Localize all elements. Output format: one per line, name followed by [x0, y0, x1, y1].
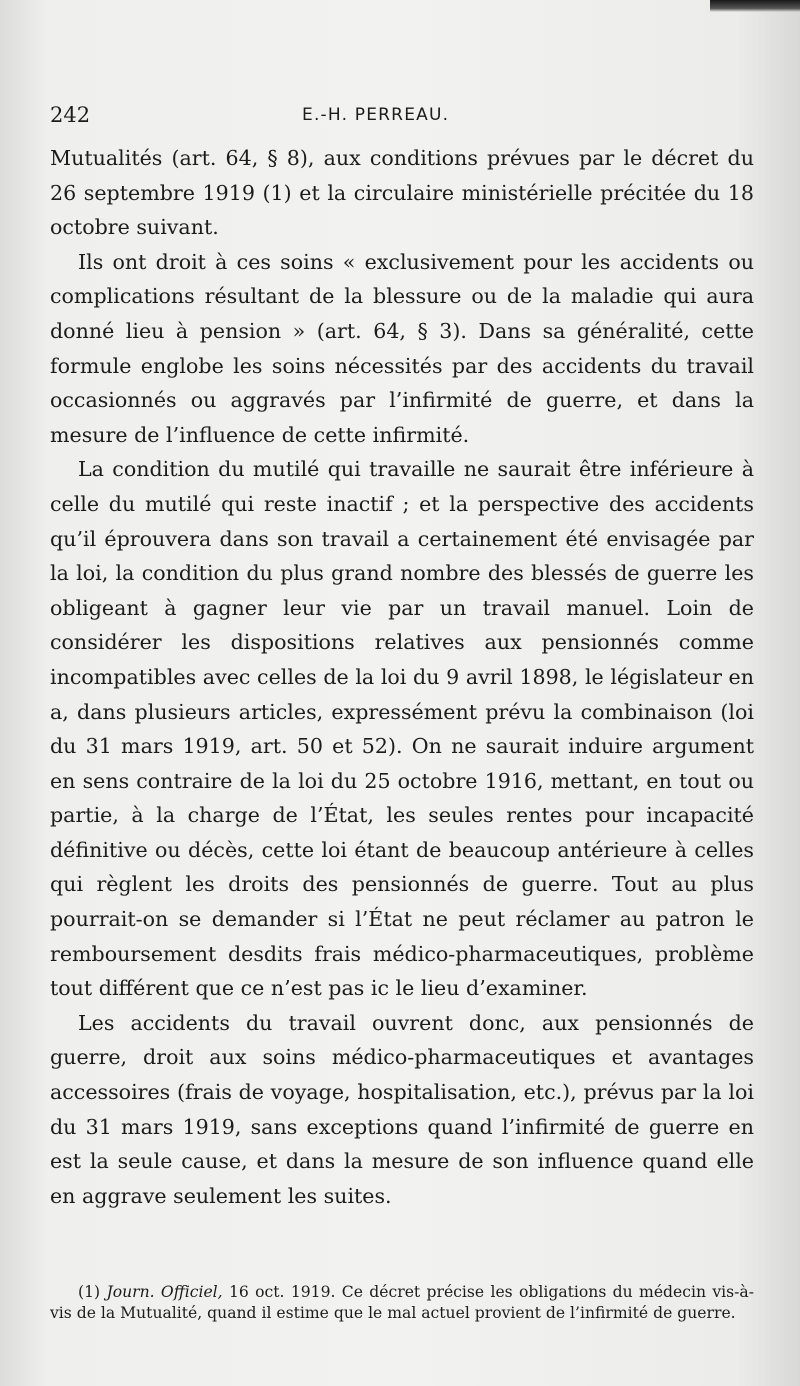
paragraph-4: Les accidents du travail ouvrent donc, aux pensionnés de guerre, droit aux soins médico-pharmaceutiques et avantages accessoires (frais de voyage, hospitalisation, etc.), prévus par la loi du 31 mars 1919, sans exceptions quand l’infirmité de guerre en est la seule cause, et dans la mesure de son influence quand elle en aggrave seulement les suites. [50, 1010, 754, 1208]
footnote [50, 1282, 754, 1323]
paragraph-3: La condition du mutilé qui travaille ne saurait être inférieure à celle du mutilé qui reste inactif ; et la perspective des accidents qu’il éprouvera dans son travail a certainement été envisagée par la loi, la condition du plus grand nombre des blessés de guerre les obligeant à gagner leur vie par un travail manuel. Loin de considérer les dispositions relatives aux pensionnés comme incompatibles avec celles de la loi du 9 avril 1898, le législateur en a, dans plusieurs articles, expressément prévu la combinaison (loi du 31 mars 1919, art. 50 et 52). On ne saurait induire argument en sens contraire de la loi du 25 octobre 1916, mettant, en tout ou partie, à la charge de l’État, les seules rentes pour incapacité définitive ou décès, cette loi étant de beaucoup antérieure à celles qui règlent les droits des pensionnés de guerre. Tout au plus pourrait-on se demander si l’État ne peut réclamer au patron le remboursement desdits frais médico-pharmaceutiques, problème tout différent que ce n’est pas ic le lieu d’examiner. [50, 457, 754, 1001]
page-number: 242 [50, 103, 91, 127]
footnote-marker: (1) [78, 1283, 101, 1301]
running-head: E.-H. PERREAU. [302, 105, 450, 125]
footnote-divider [50, 1276, 230, 1277]
footnote-source: Journ. Officiel, [106, 1283, 223, 1301]
footnote-text: 16 oct. 1919. Ce décret précise les obligations du médecin vis-à-vis de la Mutualité, quand il estime que le mal actuel provient de l’infirmité de guerre. [50, 1283, 754, 1322]
body-text [50, 141, 754, 1213]
paragraph-2: Ils ont droit à ces soins « exclusivement pour les accidents ou complications résultant de la blessure ou de la maladie qui aura donné lieu à pension » (art. 64, § 3). Dans sa généralité, cette formule englobe les soins nécessités par des accidents du travail occasionnés ou aggravés par l’infirmité de guerre, et dans la mesure de l’influence de cette infirmité. [50, 249, 754, 447]
page-header [50, 103, 754, 133]
scan-shadow [710, 0, 800, 12]
paragraph-1: Mutualités (art. 64, § 8), aux conditions prévues par le décret du 26 septembre 1919 (1) et la circulaire ministérielle précitée du 18 octobre suivant. [50, 146, 754, 240]
